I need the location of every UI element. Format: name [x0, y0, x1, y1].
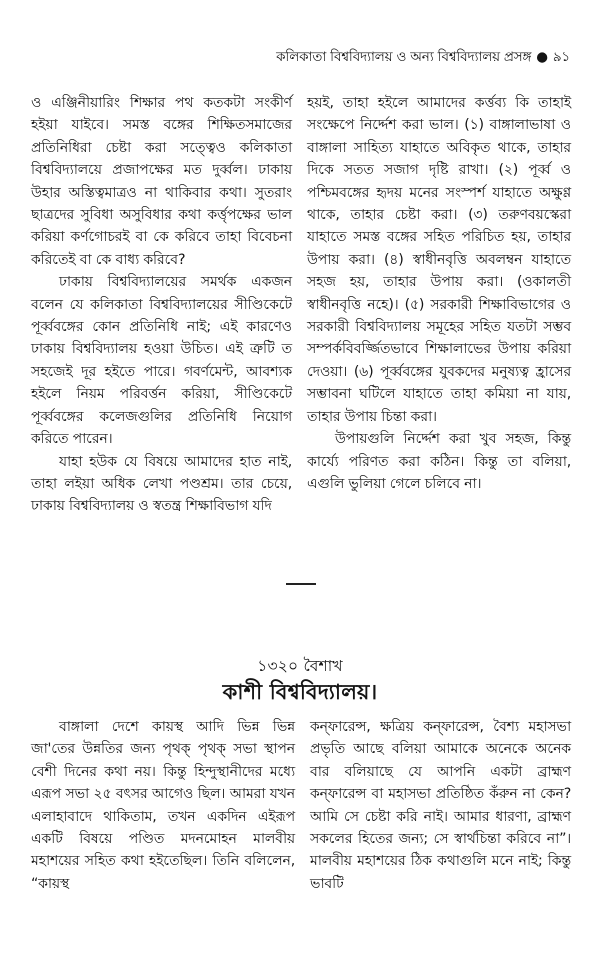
bullet-separator-icon: ●	[536, 49, 548, 65]
right-column-top	[307, 92, 571, 495]
running-head	[276, 46, 570, 69]
article-date: ১৩২০ বৈশাখ	[257, 657, 343, 675]
left-column-article	[31, 716, 295, 895]
body-paragraph: হয়ই, তাহা হইলে আমাদের কর্ত্তব্য কি তাহাই সংক্ষেপে নির্দ্দেশ করা ভাল। (১) বাঙ্গালাভাষা ও বাঙ্গালা সাহিত্য যাহাতে অবিকৃত থাকে, তাহার দিকে সতত সজাগ দৃষ্টি রাখা। (২) পূর্ব্ব ও পশ্চিমবঙ্গের হৃদয় মনের সংস্পর্শ যাহাতে অক্ষুণ্ণ থাকে, তাহার চেষ্টা করা। (৩) তরুণবয়স্কেরা যাহাতে সমস্ত বঙ্গের সহিত পরিচিত হয়, তাহার উপায় করা। (৪) স্বাধীনবৃত্তি অবলম্বন যাহাতে সহজ হয়, তাহার উপায় করা। (ওকালতী স্বাধীনবৃত্তি নহে)। (৫) সরকারী শিক্ষাবিভাগের ও সরকারী বিশ্ববিদ্যালয় সমূহের সহিত যতটা সম্ভব সম্পর্কবিবর্জ্জিতভাবে শিক্ষালাভের উপায় করিয়া দেওয়া। (৬) পূর্ব্ববঙ্গের যুবকদের মনুষ্যত্ব হ্রাসের সম্ভাবনা ঘটিলে যাহাতে তাহা কমিয়া না যায়, তাহার উপায় চিন্তা করা।	[307, 95, 571, 425]
body-paragraph: উপায়গুলি নির্দ্দেশ করা খুব সহজ, কিন্তু কার্য্যে পরিণত করা কঠিন। কিন্তু তা বলিয়া, এগুলি ভুলিয়া গেলে চলিবে না।	[307, 431, 571, 492]
page-number: ৯১	[552, 49, 570, 65]
body-paragraph: যাহা হউক যে বিষয়ে আমাদের হাত নাই, তাহা লইয়া অধিক লেখা পণ্ডশ্রম। তার চেয়ে, ঢাকায় বিশ্ববিদ্যালয় ও স্বতন্ত্র শিক্ষাবিভাগ যদি	[31, 453, 292, 515]
running-head-title: কলিকাতা বিশ্ববিদ্যালয় ও অন্য বিশ্ববিদ্যালয় প্রসঙ্গ	[276, 49, 532, 65]
body-paragraph: ও এঞ্জিনীয়ারিং শিক্ষার পথ কতকটা সংকীর্ণ হইয়া যাইবে। সমস্ত বঙ্গের শিক্ষিতসমাজের প্রতিনিধিরা চেষ্টা করা সত্ত্বেও কলিকাতা বিশ্ববিদ্যালয়ে প্রজাপক্ষের মত দুর্ব্বল। ঢাকায় উহার অস্তিত্বমাত্রও না থাকিবার কথা। সুতরাং ছাত্রদের সুবিধা অসুবিধার কথা কর্ত্তৃপক্ষের ভাল করিয়া কর্ণগোচরই বা কে করিবে তাহা বিবেচনা করিতেই বা কে বাধ্য করিবে?	[31, 95, 292, 268]
body-paragraph: কন্‌ফারেন্স, ক্ষত্রিয় কন্‌ফারেন্স, বৈশ্য মহাসভা প্রভৃতি আছে বলিয়া আমাকে অনেকে অনেক বার বলিয়াছে যে আপনি একটা ব্রাহ্মণ কন্‌ফারেন্স বা মহাসভা প্রতিষ্ঠিত কঁরুন না কেন? আমি সে চেষ্টা করি নাই। আমার ধারণা, ব্রাহ্মণ সকলের হিতের জন্য; সে স্বার্থচিন্তা করিবে না”। মালবীয় মহাশয়ের ঠিক কথাগুলি মনে নাই; কিন্তু ভাবটি	[310, 719, 571, 892]
section-divider	[286, 583, 316, 585]
right-column-article	[310, 716, 571, 895]
left-column-top	[31, 92, 292, 518]
body-paragraph: ঢাকায় বিশ্ববিদ্যালয়ের সমর্থক একজন বলেন যে কলিকাতা বিশ্ববিদ্যালয়ের সীণ্ডিকেটে পূর্ব্ববঙ্গের কোন প্রতিনিধি নাই; এই কারণেও ঢাকায় বিশ্ববিদ্যালয় হওয়া উচিত। এই ত্রুটি ত সহজেই দূর হইতে পারে। গবর্ণমেন্ট, আবশ্যক হইলে নিয়ম পরিবর্ত্তন করিয়া, সীণ্ডিকেটে পূর্ব্ববঙ্গের কলেজগুলির প্রতিনিধি নিয়োগ করিতে পারেন।	[31, 274, 292, 448]
body-paragraph: বাঙ্গালা দেশে কায়স্থ আদি ভিন্ন ভিন্ন জা'তের উন্নতির জন্য পৃথক্ পৃথক্ সভা স্থাপন বেশী দিনের কথা নয়। কিন্তু হিন্দুস্থানীদের মধ্যে এরূপ সভা ২৫ বৎসর আগেও ছিল। আমরা যখন এলাহাবাদে থাকিতাম, তখন একদিন এইরূপ একটি বিষয়ে পণ্ডিত মদনমোহন মালবীয় মহাশয়ের সহিত কথা হইতেছিল। তিনি বলিলেন, “কায়স্থ	[31, 719, 295, 892]
article-title: কাশী বিশ্ববিদ্যালয়।	[222, 680, 378, 704]
